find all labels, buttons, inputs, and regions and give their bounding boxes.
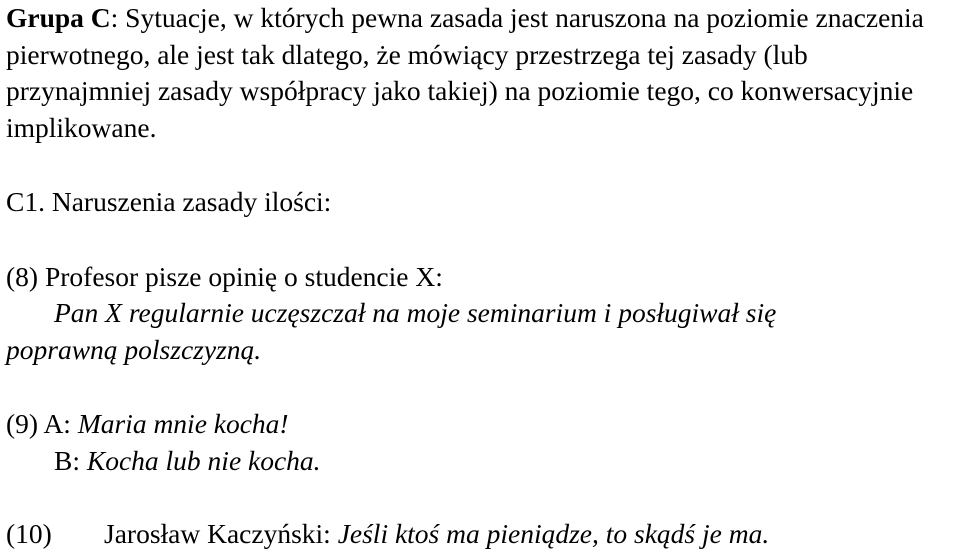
example-10-speaker: Jarosław Kaczyński: [104,518,331,549]
example-8-number: (8) [6,260,39,292]
example-8-lead: Profesor pisze opinię o studencie X: [44,260,443,292]
example-8-lead-line [6,259,956,296]
example-9-number: (9) [6,408,39,439]
example-9-speaker-a: A: [43,408,71,439]
example-10 [6,516,956,553]
section-heading: C1. Naruszenia zasady ilości: [6,186,332,217]
example-9-line-b [6,443,956,480]
intro-text: : Sytuacje, w których pewna zasada jest naruszona na poziomie znaczenia pierwotnego, ale jest tak dlatego, że mówiący przestrzega tej zasady (lub przynajmniej zasady współpracy jako takiej) na poziomie tego, co konwersacyjnie implikowane. [6,2,924,143]
example-9-line-a [6,406,956,443]
example-10-number: (10) [6,518,52,549]
intro-paragraph [6,0,956,146]
example-9-speaker-b: B: [54,444,80,476]
example-8 [6,259,956,369]
example-10-quote: Jeśli ktoś ma pieniądze, to skądś je ma. [337,518,770,549]
example-8-quote-line-2: poprawną polszczyzną. [6,333,262,365]
example-9-utterance-b: Kocha lub nie kocha. [86,444,321,476]
example-8-quote-line-1: Pan X regularnie uczęszczał na moje seminarium i posługiwał się [54,297,777,328]
document-body [6,0,956,553]
example-9-utterance-a: Maria mnie kocha! [77,408,289,439]
group-label: Grupa C [6,2,111,33]
example-9 [6,406,956,479]
